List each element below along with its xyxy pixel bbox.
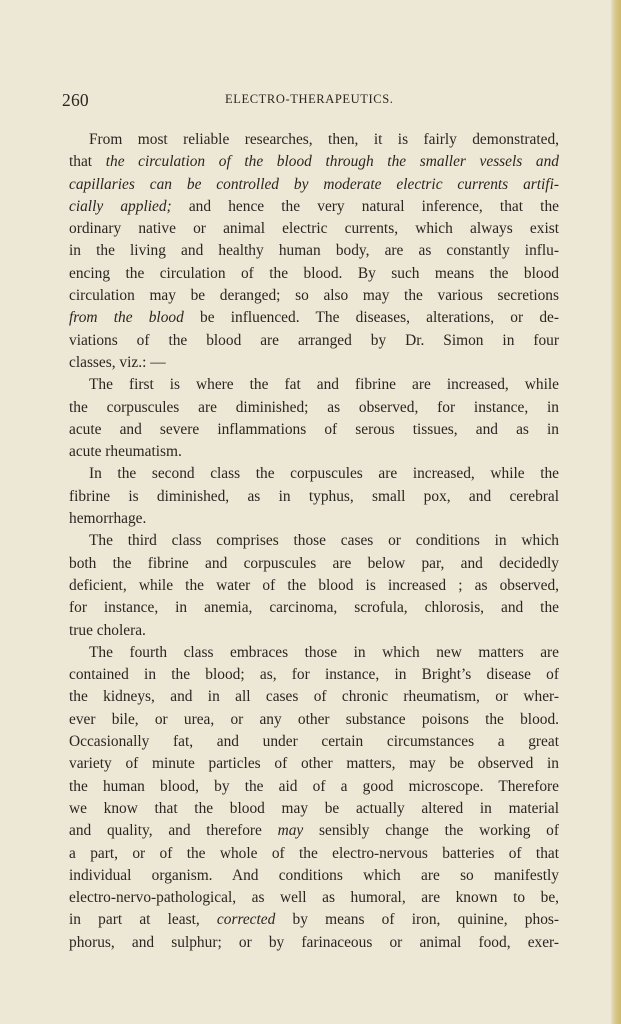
- text-line: [69, 865, 559, 887]
- text-run: phorus, and sulphur; or by farinaceous or animal food, exer-: [69, 933, 559, 951]
- text-run: acute and severe inflammations of serous tissues, and as in: [69, 420, 559, 438]
- text-run: viations of the blood are arranged by Dr. Simon in four: [69, 331, 559, 349]
- text-line: [69, 620, 559, 642]
- text-run: contained in the blood; as, for instance, in Bright’s disease of: [69, 666, 559, 684]
- text-line: [69, 575, 559, 597]
- text-run: The first is where the fat and fibrine are increased, while: [89, 376, 559, 394]
- text-run: variety of minute particles of other matters, may be observed in: [69, 755, 559, 773]
- page-header: [62, 90, 572, 110]
- text-line: [69, 263, 559, 285]
- text-line: [89, 530, 559, 552]
- text-line: [89, 642, 559, 664]
- text-run: electro-nervo-pathological, as well as humoral, are known to be,: [69, 889, 559, 907]
- text-line: [69, 798, 559, 820]
- text-line: [69, 843, 559, 865]
- text-run: fibrine is diminished, as in typhus, small pox, and cerebral: [69, 487, 559, 505]
- text-run: we know that the blood may be actually altered in material: [69, 799, 559, 817]
- italic-text: the circulation of the blood through the smaller vessels and: [105, 153, 559, 171]
- text-line: [69, 196, 559, 218]
- text-run: The fourth class embraces those in which new matters are: [89, 643, 559, 661]
- body-text: [69, 129, 559, 954]
- text-run: by means of iron, quinine, phos-: [275, 911, 559, 929]
- text-line: [89, 463, 559, 485]
- text-line: [69, 240, 559, 262]
- text-line: [69, 218, 559, 240]
- italic-text: corrected: [216, 911, 276, 929]
- text-run: From most reliable researches, then, it is fairly demonstrated,: [89, 131, 559, 148]
- text-run: sensibly change the working of: [303, 822, 559, 840]
- text-run: and hence the very natural inference, that the: [171, 197, 559, 215]
- text-run: and quality, and therefore: [69, 822, 278, 840]
- text-line: [69, 753, 559, 775]
- text-run: classes, viz.: —: [69, 353, 166, 371]
- text-run: individual organism. And conditions which are so manifestly: [69, 866, 559, 884]
- text-run: deficient, while the water of the blood is increased ; as observed,: [69, 576, 559, 594]
- text-line: [69, 508, 559, 530]
- text-run: Occasionally fat, and under certain circumstances a great: [69, 733, 559, 751]
- italic-text: from the blood: [69, 309, 184, 327]
- text-run: circulation may be deranged; so also may the various secretions: [69, 287, 559, 305]
- running-head: ELECTRO-THERAPEUTICS.: [225, 92, 394, 106]
- text-run: In the second class the corpuscules are increased, while the: [89, 465, 559, 483]
- text-run: in part at least,: [69, 911, 217, 929]
- text-line: [69, 686, 559, 708]
- text-line: [69, 909, 559, 931]
- text-run: be influenced. The diseases, alterations, or de-: [183, 309, 559, 327]
- text-line: [69, 441, 559, 463]
- text-run: the human blood, by the aid of a good microscope. Therefore: [69, 777, 559, 795]
- text-run: ordinary native or animal electric currents, which always exist: [69, 220, 559, 238]
- text-line: [69, 553, 559, 575]
- text-line: [69, 776, 559, 798]
- text-run: a part, or of the whole of the electro-nervous batteries of that: [69, 844, 559, 862]
- text-run: both the fibrine and corpuscules are below par, and decidedly: [69, 554, 559, 572]
- page-number: 260: [62, 90, 89, 110]
- text-line: [69, 352, 559, 374]
- text-line: [69, 174, 559, 196]
- text-run: acute rheumatism.: [69, 443, 182, 461]
- text-run: the corpuscules are diminished; as observed, for instance, in: [69, 398, 559, 416]
- text-line: [69, 330, 559, 352]
- text-run: encing the circulation of the blood. By such means the blood: [69, 264, 559, 282]
- text-line: [69, 397, 559, 419]
- text-line: [69, 597, 559, 619]
- text-run: The third class comprises those cases or conditions in which: [89, 532, 559, 550]
- italic-text: capillaries can be controlled by moderate electric currents artifi-: [69, 175, 559, 193]
- text-line: [69, 820, 559, 842]
- text-line: [69, 419, 559, 441]
- text-run: true cholera.: [69, 621, 146, 639]
- text-line: [69, 285, 559, 307]
- text-line: [69, 932, 559, 954]
- text-run: for instance, in anemia, carcinoma, scrofula, chlorosis, and the: [69, 599, 559, 617]
- text-line: [69, 151, 559, 173]
- text-run: hemorrhage.: [69, 510, 147, 528]
- italic-text: may: [277, 822, 304, 840]
- text-line: [89, 129, 559, 151]
- page-edge: [611, 0, 621, 1024]
- text-run: that: [69, 153, 106, 171]
- text-line: [69, 307, 559, 329]
- text-run: the kidneys, and in all cases of chronic rheumatism, or wher-: [69, 688, 559, 706]
- text-line: [69, 486, 559, 508]
- text-line: [69, 709, 559, 731]
- text-line: [89, 374, 559, 396]
- italic-text: cially applied;: [69, 197, 172, 215]
- text-line: [69, 664, 559, 686]
- text-line: [69, 887, 559, 909]
- text-run: ever bile, or urea, or any other substance poisons the blood.: [69, 710, 559, 728]
- text-line: [69, 731, 559, 753]
- text-run: in the living and healthy human body, are as constantly influ-: [69, 242, 559, 260]
